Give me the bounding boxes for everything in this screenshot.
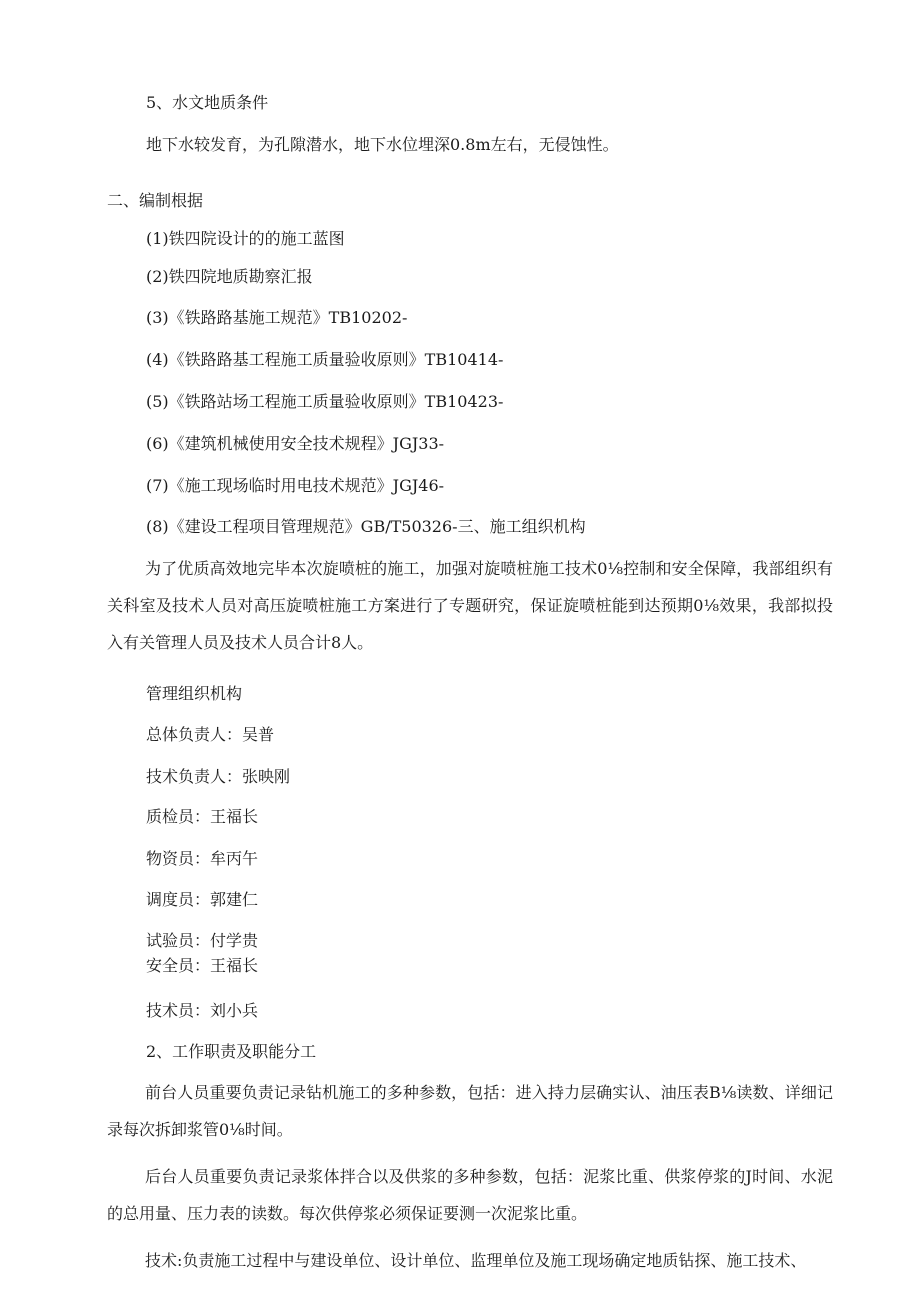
basis-heading: 二、编制根据 — [107, 191, 204, 210]
basis-item: (4)《铁路路基工程施工质量验收原则》TB10414- — [146, 350, 504, 369]
org-role: 总体负责人：吴普 — [146, 725, 275, 744]
org-role: 技术负责人：张映刚 — [146, 767, 291, 786]
basis-item: (6)《建筑机械使用安全技术规程》JGJ33- — [146, 434, 445, 453]
basis-item: (5)《铁路站场工程施工质量验收原则》TB10423- — [146, 392, 504, 411]
duties-heading: 2、工作职责及职能分工 — [146, 1042, 317, 1061]
hydro-heading: 5、水文地质条件 — [146, 93, 269, 112]
basis-item: (3)《铁路路基施工规范》TB10202- — [146, 308, 408, 327]
basis-item: (7)《施工现场临时用电技术规范》JGJ46- — [146, 476, 445, 495]
duties-paragraph-tech: 技术:负责施工过程中与建设单位、设计单位、监理单位及施工现场确定地质钻探、施工技术、 — [145, 1251, 807, 1270]
org-role: 物资员：牟丙午 — [146, 849, 259, 868]
org-role: 技术员：刘小兵 — [146, 1001, 259, 1020]
org-role: 质检员：王福长 — [146, 807, 259, 826]
org-intro-paragraph: 为了优质高效地完毕本次旋喷桩的施工，加强对旋喷桩施工技术0⅛控制和安全保障，我部组织有关科室及技术人员对高压旋喷桩施工方案进行了专题研究，保证旋喷桩能到达预期0⅛效果，我部拟投入有关管理人员及技术人员合计8人。 — [107, 559, 833, 652]
hydro-text: 地下水较发育，为孔隙潜水，地下水位埋深0.8m左右，无侵蚀性。 — [146, 135, 619, 154]
basis-item: (2)铁四院地质勘察汇报 — [146, 267, 313, 286]
org-role: 安全员：王福长 — [146, 956, 259, 975]
duties-paragraph-front: 前台人员重要负责记录钻机施工的多种参数，包括：进入持力层确实认、油压表B⅛读数、详细记录每次拆卸浆管0⅛时间。 — [107, 1083, 833, 1139]
org-role: 调度员：郭建仁 — [146, 890, 259, 909]
duties-paragraph-back: 后台人员重要负责记录浆体拌合以及供浆的多种参数，包括：泥浆比重、供浆停浆的J时间、水泥的总用量、压力表的读数。每次供停浆必须保证要测一次泥浆比重。 — [107, 1167, 833, 1223]
org-title: 管理组织机构 — [146, 684, 243, 703]
org-role: 试验员：付学贵 — [146, 931, 259, 950]
basis-item: (1)铁四院设计的的施工蓝图 — [146, 229, 345, 248]
basis-item: (8)《建设工程项目管理规范》GB/T50326-三、施工组织机构 — [146, 517, 586, 536]
